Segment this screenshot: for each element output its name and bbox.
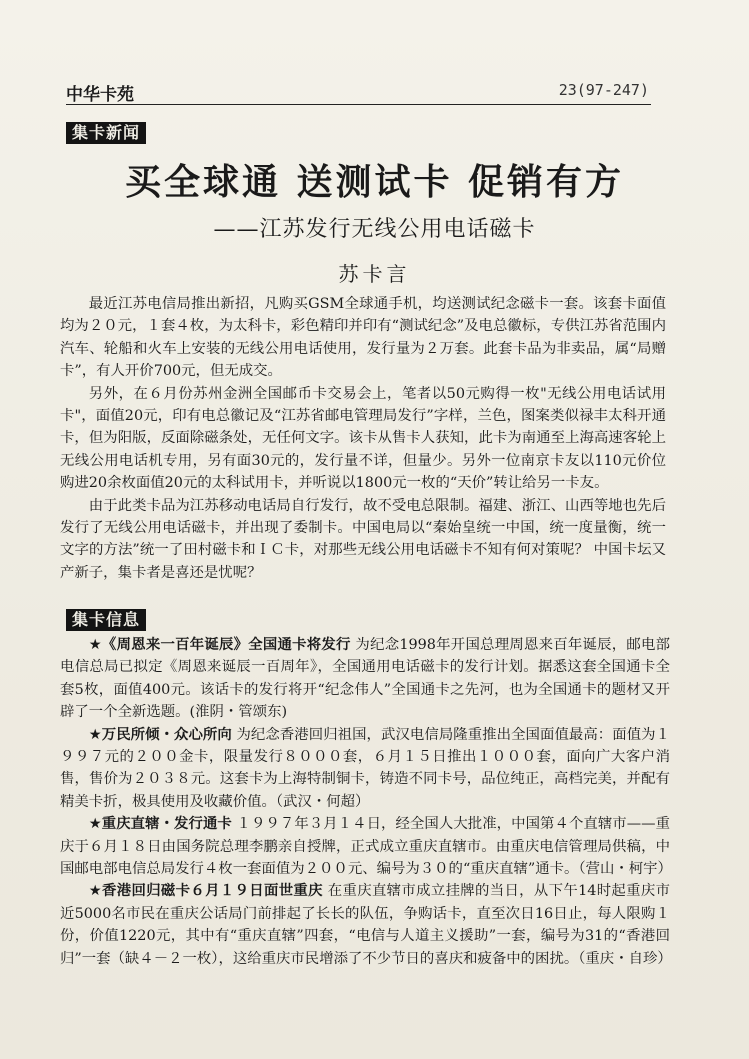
article-subtitle: ——江苏发行无线公用电话磁卡 [213,217,536,242]
info-item-body: 为纪念1998年开国总理周恩来百年诞辰，邮电部电信总局已拟定《周恩来诞辰一百周年》，全国通用电话磁卡的发行计划。据悉这套全国通卡全套5枚，面值400元。该话卡的发行将开“纪念伟人”全国通卡之先河，也为全国通卡的题材又开辟了一个全新选题。(淮阴・管颂东) [60,637,670,721]
info-list [60,634,670,970]
info-item-lead: ★万民所倾・众心所向 [88,726,232,743]
info-item-body: 在重庆直辖市成立挂牌的当日，从下午14时起重庆市近5000名市民在重庆公话局门前排起了长长的队伍，争购话卡，直至次日16日止，每人限购１份，价值1220元，其中有“重庆直辖”四套，“电信与人道主义援助”一套，编号为31的“香港回归”一套（缺４－２一枚），这给重庆市民增添了不少节日的喜庆和疲备中的困扰。（重庆・自珍） [60,883,672,967]
article-paragraph: 由于此类卡品为江苏移动电话局自行发行，故不受电总限制。福建、浙江、山西等地也先后发行了无线公用电话磁卡，并出现了委制卡。中国电局以“秦始皇统一中国，统一度量衡，统一文字的方法”统一了田村磁卡和ＩＣ卡，对那些无线公用电话磁卡不知有何对策呢？ 中国卡坛又产新子，集卡者是喜还是忧呢？ [60,497,666,581]
article-title: 买全球通 送测试卡 促销有方 [124,161,625,203]
info-item-lead: ★重庆直辖・发行通卡 [88,816,232,833]
section-tag-news: 集卡新闻 [66,122,146,144]
article-paragraph: 最近江苏电信局推出新招，凡购买GSM全球通手机，均送测试纪念磁卡一套。该套卡面值均为２０元，１套４枚，为太科卡，彩色精印并印有“测试纪念”及电总徽标，专供江苏省范围内汽车、轮船和火车上安装的无线公用电话使用，发行量为２万套。此套卡品为非卖品，属“局赠卡”，有人开价700元，但无成交。 [60,296,666,380]
info-item [60,634,670,724]
info-item [60,880,670,970]
info-item-lead: ★香港回归磁卡６月１９日面世重庆 [88,883,323,900]
info-item-body: 为纪念香港回归祖国，武汉电信局隆重推出全国面值最高：面值为１９９７元的２００金卡，限量发行８０００套，６月１５日推出１０００套，面向广大客户消售，售价为２０３８元。这套卡为上海特制铜卡，铸造不同卡号，品位纯正，高档完美，并配有精美卡折，极具使用及收藏价值。（武汉・何超） [60,726,671,810]
publication-name: 中华卡苑 [66,85,134,105]
info-item [60,813,670,880]
info-item-lead: ★《周恩来一百年诞辰》全国通卡将发行 [88,637,351,653]
info-item-body: １９９７年３月１４日，经全国人大批准，中国第４个直辖市——重庆于６月１８日由国务院总理李鹏亲自授牌，正式成立重庆直辖市。由重庆电信管理局供稿，中国邮电部电信总局发行４枚一套面值为２００元、编号为３０的“重庆直辖”通卡。（营山・柯宇） [60,816,672,878]
page-header [66,80,651,105]
issue-number: 23(97-247) [558,81,649,99]
section-tag-info: 集卡信息 [66,609,146,631]
info-item [60,724,670,814]
article-body [60,293,666,584]
article-paragraph: 另外，在６月份苏州金洲全国邮币卡交易会上，笔者以50元购得一枚"无线公用电话试用卡"，面值20元，印有电总徽记及“江苏省邮电管理局发行”字样，兰色，图案类似禄丰太科开通卡，但为阳版，反面除磁条处，无任何文字。该卡从售卡人获知，此卡为南通至上海高速客轮上无线公用电话机专用，另有面30元的，发行量不详，但量少。另外一位南京卡友以110元价位购进20余枚面值20元的太科试用卡，并听说以1800元一枚的“天价”转让给另一卡友。 [60,385,666,492]
article-author: 苏卡言 [338,262,411,286]
